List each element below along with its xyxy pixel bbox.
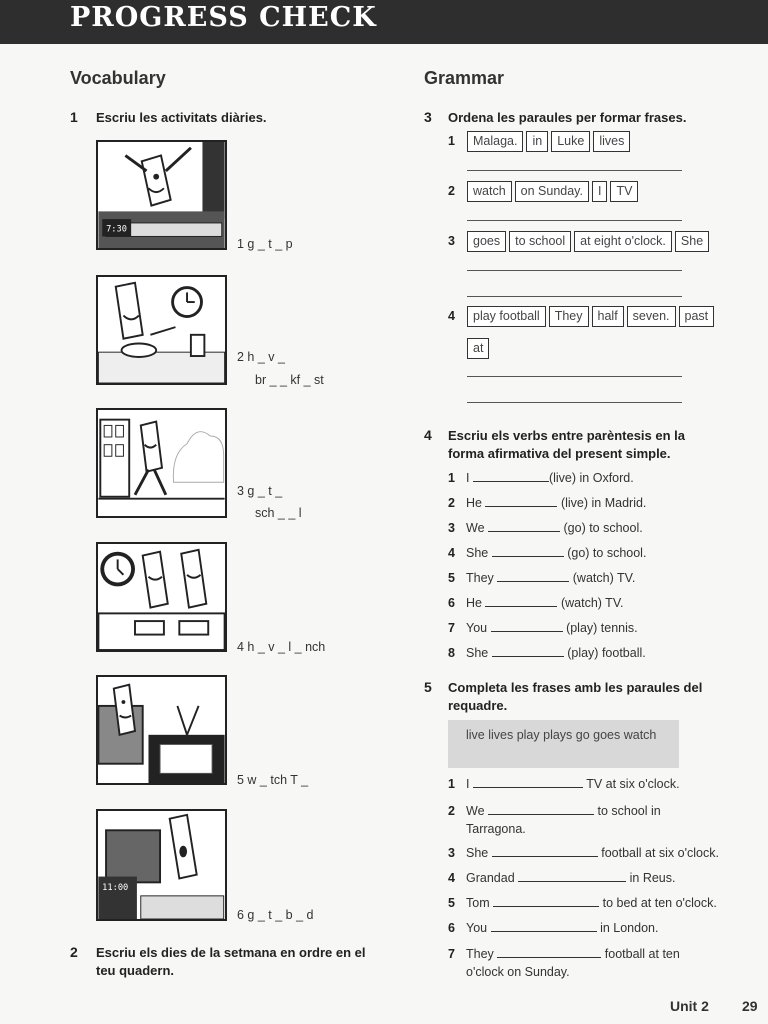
answer-4: 4 h _ v _ l _ nch bbox=[237, 640, 326, 654]
question-2-number: 2 bbox=[70, 944, 78, 960]
answer-blank[interactable] bbox=[492, 546, 564, 557]
word-tile[interactable]: TV bbox=[610, 181, 638, 202]
having-breakfast-illustration bbox=[96, 275, 227, 385]
word-tile[interactable]: at bbox=[467, 338, 489, 359]
answer-3-line-1: 3 g _ t _ bbox=[237, 484, 283, 498]
answer-line[interactable] bbox=[467, 220, 682, 221]
page-number: 29 bbox=[742, 998, 758, 1014]
answer-line[interactable] bbox=[467, 170, 682, 171]
clock-readout: 7:30 bbox=[106, 224, 127, 235]
question-5-text: Completa les frases amb les paraules del requadre. bbox=[448, 680, 703, 713]
question-2-text: Escriu els dies de la setmana en ordre en el teu quadern. bbox=[96, 945, 366, 978]
word-tile[interactable]: They bbox=[549, 306, 589, 327]
q5-item-1: 1 I TV at six o'clock. bbox=[448, 777, 680, 791]
answer-blank[interactable] bbox=[497, 947, 601, 958]
q4-item-3: 3 We (go) to school. bbox=[448, 521, 643, 535]
answer-line[interactable] bbox=[467, 270, 682, 271]
q4-item-4: 4 She (go) to school. bbox=[448, 546, 647, 560]
having-lunch-illustration bbox=[96, 542, 227, 652]
vocabulary-heading: Vocabulary bbox=[70, 68, 166, 88]
answer-blank[interactable] bbox=[488, 804, 594, 815]
answer-blank[interactable] bbox=[492, 646, 564, 657]
q4-item-1: 1 I (live) in Oxford. bbox=[448, 471, 634, 485]
question-1-number: 1 bbox=[70, 109, 78, 125]
answer-line[interactable] bbox=[467, 296, 682, 297]
word-tile[interactable]: half bbox=[592, 306, 624, 327]
word-tile[interactable]: Malaga. bbox=[467, 131, 523, 152]
question-4-number: 4 bbox=[424, 427, 432, 443]
answer-2-line-2: br _ _ kf _ st bbox=[255, 373, 324, 387]
waking-up-illustration bbox=[96, 140, 227, 250]
word-box: live lives play plays go goes watch bbox=[448, 720, 679, 768]
word-tile[interactable]: goes bbox=[467, 231, 506, 252]
answer-blank[interactable] bbox=[492, 846, 598, 857]
q3-item-2-number: 2 bbox=[448, 184, 455, 198]
word-tile[interactable]: I bbox=[592, 181, 607, 202]
q4-item-8: 8 She (play) football. bbox=[448, 646, 646, 660]
answer-1: 1 g _ t _ p bbox=[237, 237, 293, 251]
word-tile[interactable]: past bbox=[679, 306, 715, 327]
answer-6: 6 g _ t _ b _ d bbox=[237, 908, 314, 922]
q5-item-2: 2 We to school in Tarragona. bbox=[448, 804, 661, 836]
watching-tv-illustration bbox=[96, 675, 227, 785]
answer-line[interactable] bbox=[467, 402, 682, 403]
answer-blank[interactable] bbox=[491, 621, 563, 632]
q3-item-3-words bbox=[467, 231, 709, 252]
word-tile[interactable]: watch bbox=[467, 181, 512, 202]
answer-2-line-1: 2 h _ v _ bbox=[237, 350, 285, 364]
answer-5: 5 w _ tch T _ bbox=[237, 773, 309, 787]
answer-blank[interactable] bbox=[497, 571, 569, 582]
question-1-text: Escriu les activitats diàries. bbox=[96, 110, 267, 125]
going-to-bed-illustration bbox=[96, 809, 227, 921]
word-tile[interactable]: on Sunday. bbox=[515, 181, 589, 202]
clock-readout: 11:00 bbox=[102, 883, 129, 894]
q4-item-5: 5 They (watch) TV. bbox=[448, 571, 636, 585]
answer-blank[interactable] bbox=[485, 496, 557, 507]
q3-item-3-number: 3 bbox=[448, 234, 455, 248]
q4-item-7: 7 You (play) tennis. bbox=[448, 621, 638, 635]
unit-label: Unit 2 bbox=[670, 998, 709, 1014]
answer-3-line-2: sch _ _ l bbox=[255, 506, 302, 520]
word-tile[interactable]: Luke bbox=[551, 131, 590, 152]
q3-item-4-number: 4 bbox=[448, 309, 455, 323]
word-tile[interactable]: to school bbox=[509, 231, 571, 252]
word-tile[interactable]: play football bbox=[467, 306, 546, 327]
page-banner bbox=[0, 0, 768, 44]
q3-item-1-number: 1 bbox=[448, 134, 455, 148]
word-tile[interactable]: in bbox=[526, 131, 548, 152]
word-tile[interactable]: lives bbox=[593, 131, 630, 152]
answer-blank[interactable] bbox=[485, 596, 557, 607]
q5-item-4: 4 Grandad in Reus. bbox=[448, 871, 676, 885]
question-5-number: 5 bbox=[424, 679, 432, 695]
answer-line[interactable] bbox=[467, 376, 682, 377]
q5-item-3: 3 She football at six o'clock. bbox=[448, 846, 719, 860]
q3-item-1-words bbox=[467, 131, 630, 152]
q5-item-7: 7 They football at ten o'clock on Sunday. bbox=[448, 947, 680, 979]
q3-item-4-words-line-2 bbox=[467, 338, 489, 359]
word-tile[interactable]: seven. bbox=[627, 306, 676, 327]
word-tile[interactable]: She bbox=[675, 231, 709, 252]
answer-blank[interactable] bbox=[473, 471, 549, 482]
question-3-number: 3 bbox=[424, 109, 432, 125]
banner-title: PROGRESS CHECK bbox=[70, 2, 377, 33]
q5-item-6: 6 You in London. bbox=[448, 921, 659, 935]
answer-blank[interactable] bbox=[491, 921, 597, 932]
answer-blank[interactable] bbox=[488, 521, 560, 532]
q4-item-2: 2 He (live) in Madrid. bbox=[448, 496, 647, 510]
answer-blank[interactable] bbox=[493, 896, 599, 907]
q4-item-6: 6 He (watch) TV. bbox=[448, 596, 624, 610]
q3-item-2-words bbox=[467, 181, 638, 202]
answer-blank[interactable] bbox=[518, 871, 626, 882]
q3-item-4-words bbox=[467, 306, 714, 327]
question-4-text: Escriu els verbs entre parèntesis en la forma afirmativa del present simple. bbox=[448, 428, 686, 461]
question-3-text: Ordena les paraules per formar frases. bbox=[448, 110, 687, 125]
q5-item-5: 5 Tom to bed at ten o'clock. bbox=[448, 896, 717, 910]
word-tile[interactable]: at eight o'clock. bbox=[574, 231, 672, 252]
going-to-school-illustration bbox=[96, 408, 227, 518]
grammar-heading: Grammar bbox=[424, 68, 505, 88]
answer-blank[interactable] bbox=[473, 777, 583, 788]
